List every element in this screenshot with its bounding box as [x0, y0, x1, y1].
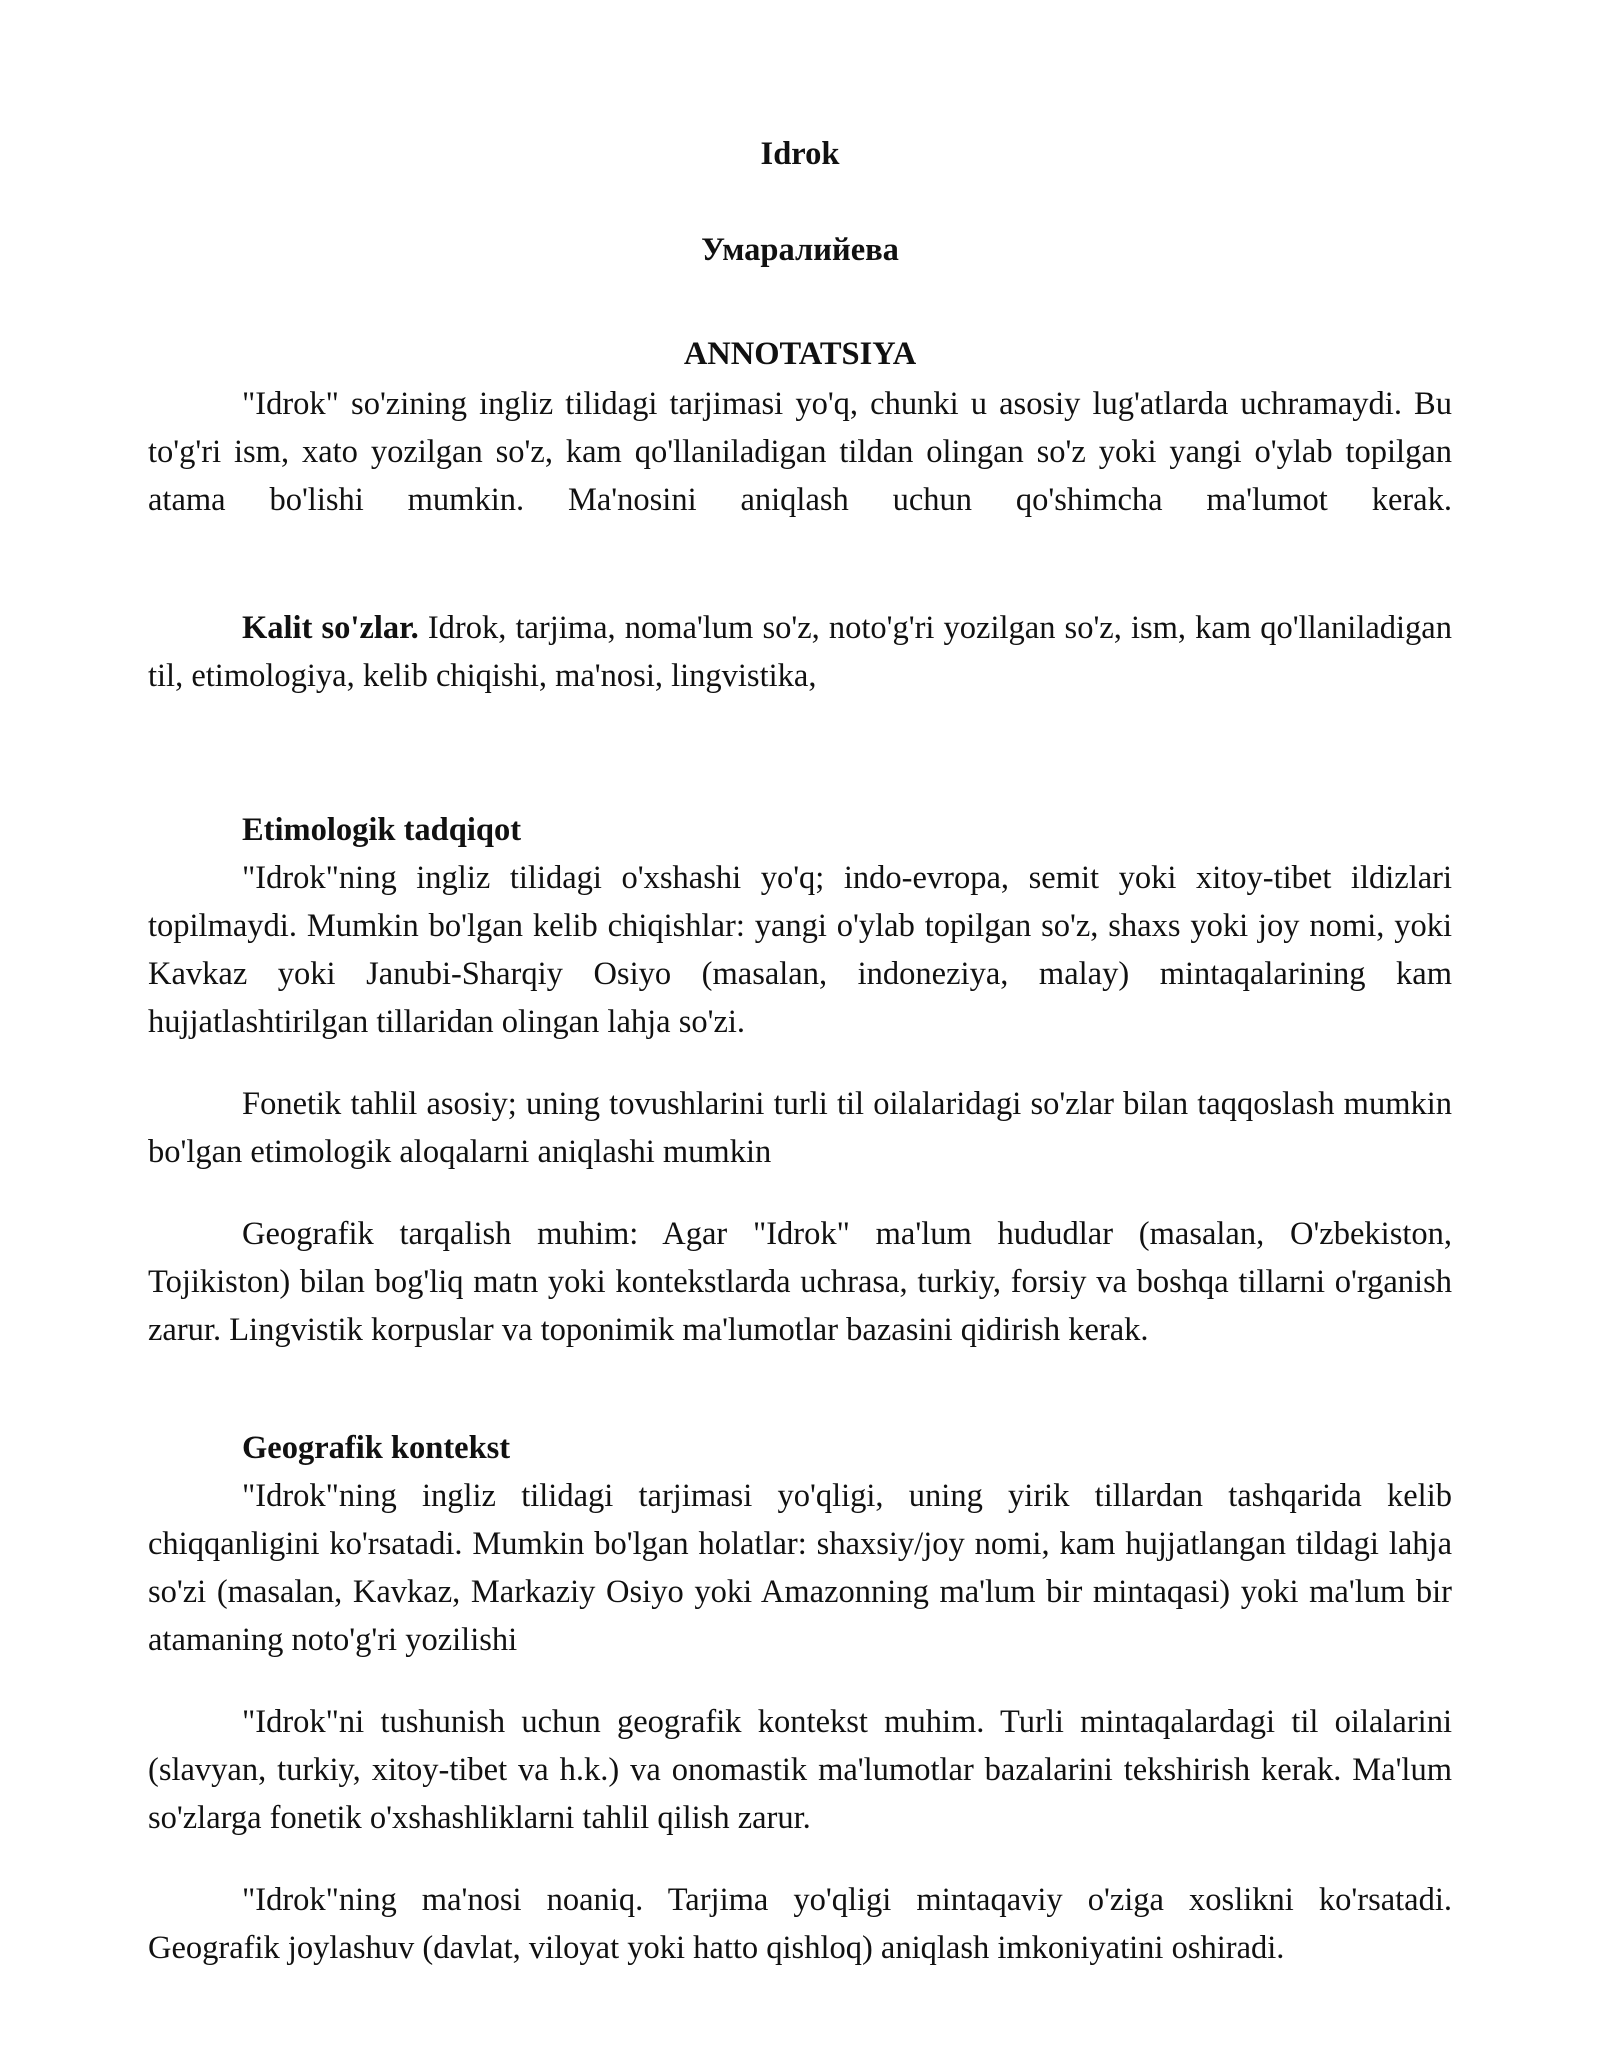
etymology-paragraph-2: Fonetik tahlil asosiy; uning tovushlarini turli til oilalaridagi so'zlar bilan taqqoslash mumkin bo'lgan etimologik aloqalarni aniqlashi mumkin: [148, 1086, 1452, 1170]
keywords-label: Kalit so'zlar.: [242, 610, 419, 646]
annotation-text: "Idrok" so'zining ingliz tilidagi tarjimasi yo'q, chunki u asosiy lug'atlarda uchramaydi. Bu to'g'ri ism, xato yozilgan so'z, kam qo'llaniladigan tildan olingan so'z yoki yangi o'ylab topilgan atama bo'lishi mumkin. Ma'nosini aniqlash uchun qo'shimcha ma'lumot: [148, 386, 1452, 518]
etymology-paragraph-1: "Idrok"ning ingliz tilidagi o'xshashi yo'q; indo-evropa, semit yoki xitoy-tibet ildizlari topilmaydi. Mumkin bo'lgan kelib chiqishlar: yangi o'ylab topilgan so'z, shaxs yoki joy nomi, yoki Kavkaz yoki Janubi-Sharqiy Osiyo (masalan, indoneziya, malay) mintaqalarining kam hujjatlashtirilgan tillaridan olingan lahja so'zi.: [148, 860, 1452, 1040]
geography-paragraph-1: "Idrok"ning ingliz tilidagi tarjimasi yo'qligi, uning yirik tillardan tashqarida kelib chiqqanligini ko'rsatadi. Mumkin bo'lgan holatlar: shaxsiy/joy nomi, kam hujjatlangan tildagi lahja so'zi (masalan, Kavkaz, Markaziy Osiyo yoki Amazonning ma'lum bir mintaqasi) yoki ma'lum bir atamaning noto'g'ri yozilishi: [148, 1478, 1452, 1658]
author-name: Умаралийева: [701, 232, 899, 268]
annotation-paragraph: [148, 380, 1452, 524]
annotation-section: [148, 380, 1452, 524]
document-title: Idrok: [760, 136, 840, 172]
etymology-heading: Etimologik tadqiqot: [242, 812, 522, 848]
etymology-paragraph-3: Geografik tarqalish muhim: Agar "Idrok" ma'lum hududlar (masalan, O'zbekiston, Tojikiston) bilan bog'liq matn yoki kontekstlarda uchrasa, turkiy, forsiy va boshqa tillarni o'rganish zarur. Lingvistik korpuslar va toponimik ma'lumotlar bazasini qidirish kerak.: [148, 1216, 1452, 1348]
geography-section: [148, 1424, 1452, 1972]
etymology-section: [148, 806, 1452, 1354]
keywords-paragraph: [148, 604, 1452, 700]
geography-paragraph-3: "Idrok"ning ma'nosi noaniq. Tarjima yo'qligi mintaqaviy o'ziga xoslikni ko'rsatadi. Geografik joylashuv (davlat, viloyat yoki hatto qishloq) aniqlash imkoniyatini oshiradi.: [148, 1882, 1452, 1966]
annotation-text-end: kerak.: [1371, 482, 1452, 518]
annotation-heading: ANNOTATSIYA: [683, 336, 917, 372]
keywords-text: Idrok, tarjima, noma'lum so'z, noto'g'ri yozilgan so'z, ism, kam qo'llaniladigan til, etimologiya, kelib chiqishi, ma'nosi, lingvistika,: [148, 610, 1452, 694]
keywords-section: [148, 604, 1452, 700]
geography-paragraph-2: "Idrok"ni tushunish uchun geografik kontekst muhim. Turli mintaqalardagi til oilalarini (slavyan, turkiy, xitoy-tibet va h.k.) va onomastik ma'lumotlar bazalarini tekshirish kerak. Ma'lum so'zlarga fonetik o'xshashliklarni tahlil qilish zarur.: [148, 1704, 1452, 1836]
geography-heading: Geografik kontekst: [242, 1430, 511, 1466]
